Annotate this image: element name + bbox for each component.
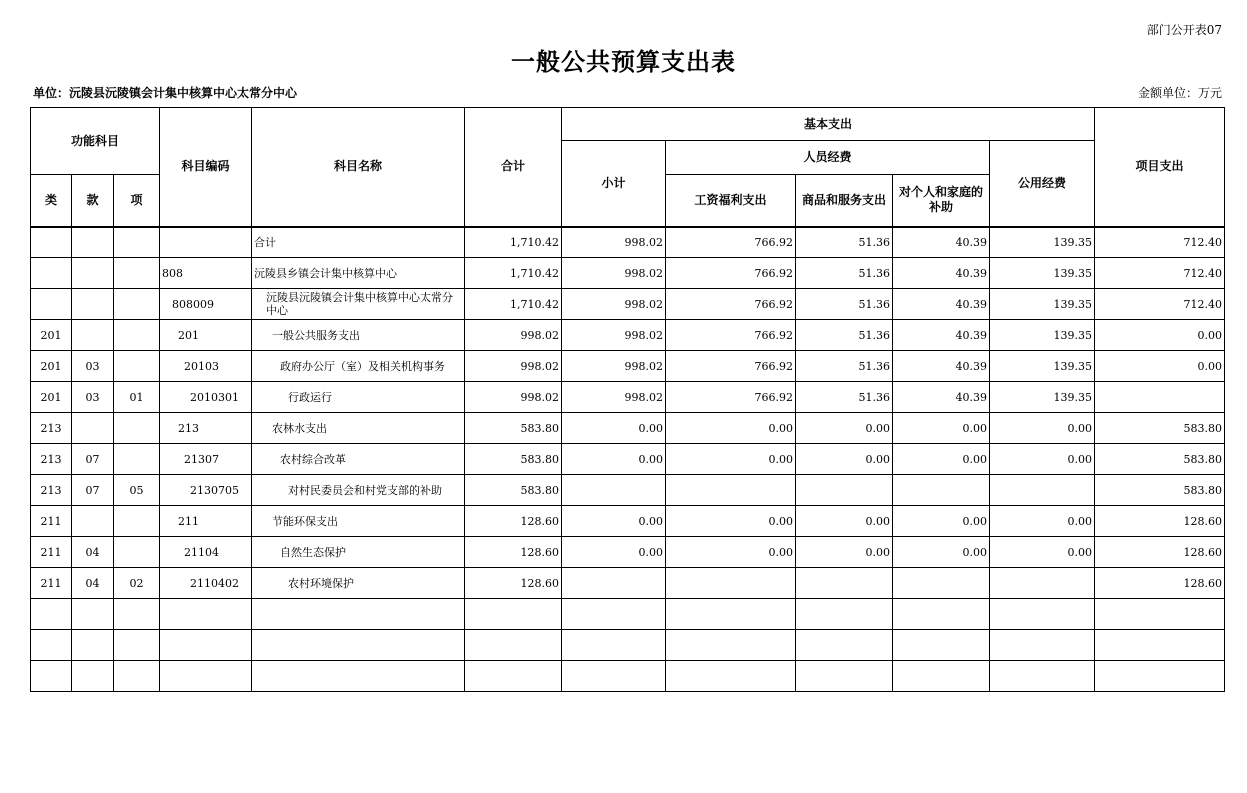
cell-name — [252, 661, 465, 692]
cell-lei — [31, 599, 72, 630]
cell-goods: 0.00 — [796, 444, 893, 475]
cell-public: 0.00 — [990, 444, 1095, 475]
cell-subsidy: 0.00 — [893, 413, 990, 444]
cell-kuan — [72, 258, 114, 289]
cell-lei: 211 — [31, 537, 72, 568]
table-row — [31, 413, 1225, 444]
header-goods: 商品和服务支出 — [796, 175, 893, 227]
cell-subsidy: 40.39 — [893, 258, 990, 289]
cell-subtotal: 998.02 — [562, 227, 666, 258]
cell-code: 211 — [160, 506, 252, 537]
cell-code: 21307 — [160, 444, 252, 475]
cell-code — [160, 630, 252, 661]
cell-goods — [796, 661, 893, 692]
header-func-subject: 功能科目 — [31, 108, 160, 175]
cell-code — [160, 227, 252, 258]
table-row — [31, 351, 1225, 382]
cell-public — [990, 661, 1095, 692]
cell-name: 农林水支出 — [252, 413, 465, 444]
cell-project — [1095, 661, 1225, 692]
cell-total: 128.60 — [465, 537, 562, 568]
cell-total: 583.80 — [465, 444, 562, 475]
cell-lei: 201 — [31, 382, 72, 413]
cell-goods — [796, 475, 893, 506]
cell-xiang: 02 — [114, 568, 160, 599]
cell-xiang — [114, 537, 160, 568]
cell-goods: 51.36 — [796, 320, 893, 351]
cell-xiang — [114, 599, 160, 630]
table-row — [31, 506, 1225, 537]
cell-total: 128.60 — [465, 568, 562, 599]
page-title: 一般公共预算支出表 — [511, 48, 736, 76]
cell-public: 0.00 — [990, 506, 1095, 537]
form-number: 部门公开表07 — [1146, 23, 1222, 37]
cell-subsidy: 40.39 — [893, 351, 990, 382]
cell-wages: 766.92 — [666, 382, 796, 413]
cell-total: 1,710.42 — [465, 258, 562, 289]
cell-project: 712.40 — [1095, 289, 1225, 320]
cell-name: 政府办公厅（室）及相关机构事务 — [252, 351, 465, 382]
cell-wages — [666, 475, 796, 506]
cell-total: 128.60 — [465, 506, 562, 537]
cell-wages: 0.00 — [666, 444, 796, 475]
header-xiang: 项 — [114, 175, 160, 227]
cell-wages: 766.92 — [666, 289, 796, 320]
cell-project: 712.40 — [1095, 227, 1225, 258]
table-row — [31, 568, 1225, 599]
table-row — [31, 444, 1225, 475]
cell-name: 对村民委员会和村党支部的补助 — [252, 475, 465, 506]
cell-name: 自然生态保护 — [252, 537, 465, 568]
cell-code: 201 — [160, 320, 252, 351]
cell-total: 998.02 — [465, 382, 562, 413]
header-subsidy: 对个人和家庭的补助 — [893, 175, 990, 227]
cell-code — [160, 661, 252, 692]
header-subtotal: 小计 — [562, 141, 666, 227]
cell-name: 合计 — [252, 227, 465, 258]
cell-code — [160, 599, 252, 630]
cell-xiang — [114, 506, 160, 537]
cell-name: 农村环境保护 — [252, 568, 465, 599]
cell-goods — [796, 599, 893, 630]
cell-lei: 201 — [31, 320, 72, 351]
table-row — [31, 661, 1225, 692]
cell-code: 21104 — [160, 537, 252, 568]
header-basic: 基本支出 — [562, 108, 1095, 141]
cell-goods: 51.36 — [796, 351, 893, 382]
cell-code: 2110402 — [160, 568, 252, 599]
cell-public: 139.35 — [990, 258, 1095, 289]
header-personnel: 人员经费 — [666, 141, 990, 175]
cell-kuan — [72, 227, 114, 258]
cell-project — [1095, 382, 1225, 413]
amount-unit-label: 金额单位：万元 — [1137, 86, 1222, 100]
cell-project: 128.60 — [1095, 506, 1225, 537]
cell-goods: 0.00 — [796, 506, 893, 537]
cell-total: 998.02 — [465, 320, 562, 351]
cell-wages — [666, 568, 796, 599]
table-row — [31, 475, 1225, 506]
cell-project: 583.80 — [1095, 444, 1225, 475]
cell-code: 808 — [160, 258, 252, 289]
cell-total: 583.80 — [465, 413, 562, 444]
cell-xiang — [114, 444, 160, 475]
cell-code: 213 — [160, 413, 252, 444]
cell-subsidy: 40.39 — [893, 289, 990, 320]
cell-public — [990, 475, 1095, 506]
cell-lei: 213 — [31, 413, 72, 444]
cell-total: 1,710.42 — [465, 227, 562, 258]
cell-name: 行政运行 — [252, 382, 465, 413]
cell-subtotal: 998.02 — [562, 320, 666, 351]
cell-public: 139.35 — [990, 382, 1095, 413]
cell-xiang — [114, 258, 160, 289]
cell-name — [252, 630, 465, 661]
cell-xiang — [114, 413, 160, 444]
cell-wages — [666, 661, 796, 692]
cell-kuan: 03 — [72, 351, 114, 382]
cell-total — [465, 599, 562, 630]
cell-lei: 201 — [31, 351, 72, 382]
cell-subsidy — [893, 630, 990, 661]
cell-subsidy — [893, 599, 990, 630]
cell-public — [990, 568, 1095, 599]
cell-subtotal — [562, 661, 666, 692]
cell-subtotal — [562, 475, 666, 506]
cell-kuan: 07 — [72, 444, 114, 475]
cell-wages — [666, 599, 796, 630]
header-public: 公用经费 — [990, 141, 1095, 227]
cell-total — [465, 661, 562, 692]
cell-project: 712.40 — [1095, 258, 1225, 289]
cell-xiang — [114, 289, 160, 320]
table-row — [31, 382, 1225, 413]
cell-lei — [31, 661, 72, 692]
header-name: 科目名称 — [252, 108, 465, 227]
cell-name: 沅陵县乡镇会计集中核算中心 — [252, 258, 465, 289]
cell-goods: 0.00 — [796, 413, 893, 444]
cell-public: 139.35 — [990, 227, 1095, 258]
cell-subsidy: 40.39 — [893, 382, 990, 413]
cell-kuan — [72, 599, 114, 630]
cell-total: 998.02 — [465, 351, 562, 382]
cell-subsidy: 0.00 — [893, 444, 990, 475]
cell-goods — [796, 568, 893, 599]
cell-code: 2130705 — [160, 475, 252, 506]
cell-public — [990, 630, 1095, 661]
cell-subtotal — [562, 630, 666, 661]
cell-code: 2010301 — [160, 382, 252, 413]
cell-kuan — [72, 506, 114, 537]
cell-wages: 766.92 — [666, 258, 796, 289]
cell-code: 808009 — [160, 289, 252, 320]
cell-lei: 211 — [31, 506, 72, 537]
cell-lei — [31, 258, 72, 289]
cell-kuan: 04 — [72, 568, 114, 599]
cell-goods — [796, 630, 893, 661]
cell-total: 583.80 — [465, 475, 562, 506]
table-row — [31, 537, 1225, 568]
cell-kuan — [72, 630, 114, 661]
cell-xiang — [114, 630, 160, 661]
cell-subsidy: 40.39 — [893, 320, 990, 351]
cell-xiang: 01 — [114, 382, 160, 413]
cell-subtotal: 0.00 — [562, 413, 666, 444]
cell-total — [465, 630, 562, 661]
cell-public: 139.35 — [990, 320, 1095, 351]
cell-subtotal: 998.02 — [562, 382, 666, 413]
cell-subtotal: 998.02 — [562, 289, 666, 320]
cell-goods: 51.36 — [796, 258, 893, 289]
cell-subsidy: 40.39 — [893, 227, 990, 258]
cell-name: 一般公共服务支出 — [252, 320, 465, 351]
cell-xiang: 05 — [114, 475, 160, 506]
cell-lei — [31, 630, 72, 661]
cell-xiang — [114, 320, 160, 351]
unit-label: 单位：沅陵县沅陵镇会计集中核算中心太常分中心 — [33, 86, 298, 100]
cell-name: 节能环保支出 — [252, 506, 465, 537]
cell-public: 139.35 — [990, 289, 1095, 320]
cell-project — [1095, 630, 1225, 661]
cell-project: 583.80 — [1095, 413, 1225, 444]
cell-xiang — [114, 661, 160, 692]
cell-lei — [31, 289, 72, 320]
cell-lei: 213 — [31, 444, 72, 475]
cell-kuan — [72, 413, 114, 444]
cell-wages — [666, 630, 796, 661]
cell-wages: 0.00 — [666, 537, 796, 568]
cell-goods: 51.36 — [796, 227, 893, 258]
cell-goods: 0.00 — [796, 537, 893, 568]
cell-lei: 213 — [31, 475, 72, 506]
cell-project: 583.80 — [1095, 475, 1225, 506]
cell-name: 沅陵县沅陵镇会计集中核算中心太常分中心 — [252, 289, 465, 320]
cell-subsidy — [893, 475, 990, 506]
cell-public: 0.00 — [990, 537, 1095, 568]
cell-wages: 766.92 — [666, 351, 796, 382]
cell-goods: 51.36 — [796, 289, 893, 320]
cell-subsidy — [893, 568, 990, 599]
cell-project: 128.60 — [1095, 568, 1225, 599]
cell-wages: 0.00 — [666, 413, 796, 444]
cell-name: 农村综合改革 — [252, 444, 465, 475]
cell-project: 0.00 — [1095, 320, 1225, 351]
budget-expenditure-table — [30, 107, 1225, 692]
cell-public: 139.35 — [990, 351, 1095, 382]
header-project: 项目支出 — [1095, 108, 1225, 227]
cell-subtotal — [562, 599, 666, 630]
header-lei: 类 — [31, 175, 72, 227]
cell-wages: 766.92 — [666, 320, 796, 351]
cell-goods: 51.36 — [796, 382, 893, 413]
cell-name — [252, 599, 465, 630]
table-row — [31, 227, 1225, 258]
cell-subtotal: 0.00 — [562, 537, 666, 568]
cell-subtotal: 0.00 — [562, 444, 666, 475]
cell-project: 128.60 — [1095, 537, 1225, 568]
cell-public: 0.00 — [990, 413, 1095, 444]
header-code: 科目编码 — [160, 108, 252, 227]
cell-lei: 211 — [31, 568, 72, 599]
cell-kuan — [72, 289, 114, 320]
header-wages: 工资福利支出 — [666, 175, 796, 227]
cell-xiang — [114, 351, 160, 382]
cell-subsidy: 0.00 — [893, 537, 990, 568]
cell-subtotal — [562, 568, 666, 599]
cell-kuan: 04 — [72, 537, 114, 568]
cell-kuan: 07 — [72, 475, 114, 506]
cell-subtotal: 998.02 — [562, 258, 666, 289]
cell-project: 0.00 — [1095, 351, 1225, 382]
header-total: 合计 — [465, 108, 562, 227]
cell-kuan — [72, 320, 114, 351]
cell-subtotal: 998.02 — [562, 351, 666, 382]
cell-wages: 766.92 — [666, 227, 796, 258]
cell-subtotal: 0.00 — [562, 506, 666, 537]
table-row — [31, 289, 1225, 320]
header-kuan: 款 — [72, 175, 114, 227]
cell-public — [990, 599, 1095, 630]
cell-kuan — [72, 661, 114, 692]
cell-xiang — [114, 227, 160, 258]
table-row — [31, 599, 1225, 630]
table-row — [31, 258, 1225, 289]
cell-total: 1,710.42 — [465, 289, 562, 320]
cell-subsidy — [893, 661, 990, 692]
cell-kuan: 03 — [72, 382, 114, 413]
cell-project — [1095, 599, 1225, 630]
cell-code: 20103 — [160, 351, 252, 382]
table-row — [31, 320, 1225, 351]
table-row — [31, 630, 1225, 661]
cell-wages: 0.00 — [666, 506, 796, 537]
cell-subsidy: 0.00 — [893, 506, 990, 537]
cell-lei — [31, 227, 72, 258]
